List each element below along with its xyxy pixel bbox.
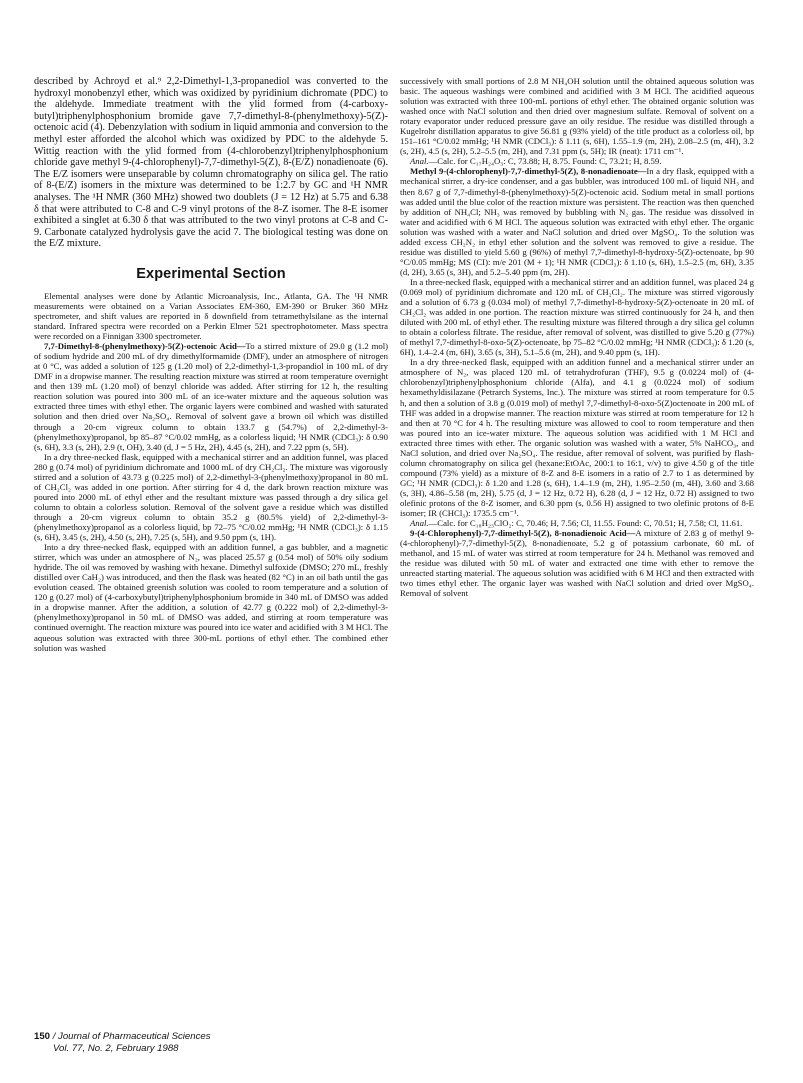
- analysis-label-2: Anal.: [410, 518, 429, 529]
- intro-paragraph: described by Achroyd et al.⁹ 2,2-Dimethyl-1,3-propanediol was converted to the hydroxyl monobenzyl ether, which was oxidized by pyridinium dichromate (PDC) to the aldehyde. Immediate treatment with the ylid formed from (4-carboxy-butyl)triphenylphosphonium bromide gave 7,7-dimethyl-8-(phenylmethoxy)-5(Z)-octenoic acid (4). Debenzylation with sodium in liquid ammonia and conversion to the methyl ester afforded the alcohol which was oxidized by PDC to the aldehyde 5. Wittig reaction with the ylid formed from (4-chlorobenzyl)triphenylphosphonium chloride gave methyl 9-(4-chlorophenyl)-7,7-dimethyl-5(Z), 8-(E/Z) nonadienoate (6). The E/Z isomers were unseparable by column chromatography on silica gel. The ratio of 8-(E/Z) isomers in the mixture was determined to be 1:2.7 by GC and ¹H NMR analyses. The ¹H NMR (360 MHz) showed two doublets (J = 12 Hz) at 5.75 and 6.38 δ that were attributed to C-8 and C-9 vinyl protons of the 8-Z isomer. The 8-E isomer exhibited a singlet at 6.30 δ that was attributed to the two vinyl protons at C-8 and C-9. Carbonate catalyzed hydrolysis gave the acid 7. The biological testing was done on the E/Z mixture.: [34, 76, 388, 250]
- page-number: 150: [34, 1031, 51, 1042]
- oxo-octenoate-paragraph: In a three-necked flask, equipped with a mechanical stirrer and an addition funnel, was placed 24 g (0.069 mol) of pyridinium dichromate and 120 mL of CH₂Cl₂. The mixture was stirred vigorously and a solution of 6.73 g (0.034 mol) of methyl 7,7-dimethyl-8-hydroxy-5(Z)-octenoate in 20 mL of CH₂Cl₂ was added in one portion. The reaction mixture was stirred continuously for 24 h, and then diluted with 200 mL of ethyl ether. The resulting mixture was filtered through a dry silica gel column to obtain a colorless filtrate. The residue, after removal of solvent, was distilled to give 5.20 g (77%) of methyl 7,7-dimethyl-8-oxo-5(Z)-octenoate, bp 75–82 °C/0.02 mmHg; ¹H NMR (CDCl₃): δ 1.20 (s, 6H), 1.4–2.4 (m, 6H), 3.65 (s, 3H), 5.1–5.6 (m, 2H), and 9.40 ppm (s, 1H).: [400, 276, 754, 358]
- analysis-paragraph-2: [400, 518, 754, 528]
- nonadienoate-paragraph: [400, 166, 754, 277]
- nonadienoate-title: Methyl 9-(4-chlorophenyl)-7,7-dimethyl-5(Z), 8-nonadienoate—: [410, 166, 647, 177]
- analysis-paragraph-1: [400, 156, 754, 166]
- general-methods-paragraph: Elemental analyses were done by Atlantic Microanalysis, Inc., Atlanta, GA. The ¹H NMR measurements were obtained on a Varian Associates EM-360, EM-390 or Bruker 360 MHz spectrometer, and shift values are reported in δ downfield from tetramethylsilane as the internal standard. Infrared spectra were recorded on a Perkin Elmer 521 spectrophotometer. Mass spectra were recorded on a Finnigan 3300 spectrometer.: [34, 290, 388, 342]
- page-footer: [34, 1031, 211, 1055]
- left-column: [34, 76, 388, 653]
- nonadienoic-acid-body: A mixture of 2.83 g of methyl 9-(4-chlorophenyl)-7,7-dimethyl-5(Z), 8-nonadienoate, 5.2 g of potassium carbonate, 60 mL of methanol, and 15 mL of water was stirred at room temperature for 24 h. Methanol was removed and the residue was diluted with 50 mL of water and extracted one time with ether to remove the unreacted starting material. The aqueous solution was acidified with 6 M HCl and then extracted with two times ethyl ether. The organic layer was washed with NaCl solution and dried over MgSO₄. Removal of solvent: [400, 528, 755, 599]
- ylid-reaction-paragraph: Into a dry three-necked flask, equipped with an addition funnel, a gas bubbler, and a magnetic stirrer, which was under an atmosphere of N₂, was placed 25.57 g (0.54 mol) of 50% oily sodium hydride. The oil was removed by washing with hexane. Dimethyl sulfoxide (DMSO; 270 mL, freshly distilled over CaH₂) was introduced, and then the flask was heated (82 °C) in an oil bath until the gas evolution ceased. The obtained greenish solution was cooled to room temperature and a solution of 120 g (0.27 mol) of (4-carboxybutyl)triphenylphosphonium bromide in 340 mL of DMSO was added in a dropwise manner. After the addition, a solution of 42.77 g (0.222 mol) of 2,2-dimethyl-3-(phenylmethoxy)propanol in 50 mL of DMSO was added, and stirring at room temperature was continued overnight. The reaction mixture was poured into ice water and acidified with 3 M HCl. The aqueous solution was extracted with three 300-mL portions of ethyl ether. The combined ether solution was washed: [34, 542, 388, 653]
- journal-name: / Journal of Pharmaceutical Sciences: [52, 1031, 211, 1042]
- nonadienoic-acid-title: 9-(4-Chlorophenyl)-7,7-dimethyl-5(Z), 8-nonadienoic Acid—: [410, 528, 636, 539]
- pdc-oxidation-paragraph: In a dry three-necked flask, equipped with a mechanical stirrer and an addition funnel, was placed 280 g (0.74 mol) of pyridinium dichromate and 1000 mL of dry CH₂Cl₂. The mixture was vigorously stirred and a solution of 43.73 g (0.225 mol) of 2,2-dimethyl-3-(phenylmethoxy)propanol in 80 mL of CH₂Cl₂ was added in one portion. After stirring for 4 d, the dark brown reaction mixture was poured into 2000 mL of ethyl ether and the resultant mixture was passed through a dry silica gel column to obtain a colorless solution. Removal of the solvent gave a residue which was distilled through a 20-cm vigreux column to obtain 35.2 g (80.5% yield) of 2,2-dimethyl-3-(phenylmethoxy)propanol as a colorless liquid, bp 72–75 °C/0.02 mmHg; ¹H NMR (CDCl₃): δ 1.15 (s, 6H), 3.45 (s, 2H), 4.50 (s, 2H), 7.25 (s, 5H), and 9.50 ppm (s, 1H).: [34, 451, 388, 543]
- analysis-text-2: —Calc. for C₁₈H₂₃ClO₂: C, 70.46; H, 7.56; Cl, 11.55. Found: C, 70.51; H, 7.58; Cl, 11.61.: [428, 518, 743, 529]
- analysis-label-1: Anal.: [410, 156, 429, 167]
- continuation-paragraph: successively with small portions of 2.8 M NH₄OH solution until the obtained aqueous solution was basic. The aqueous washings were combined and acidified with 3 M HCl. The acidified aqueous solution was extracted with three 100-mL portions of ethyl ether. The obtained organic solution was washed once with NaCl solution and then dried over magnesium sulfate. Removal of solvent on a rotary evaporator under reduced pressure gave an oily residue. The residue was distilled through a Kugelrohr distillation apparatus to give 56.81 g (93% yield) of the title product as a colorless oil, bp 151–161 °C/0.02 mmHg; ¹H NMR (CDCl₃): δ 1.11 (s, 6H), 1.55–1.9 (m, 2H), 2.08–2.5 (m, 4H), 3.2 (s, 2H), 4.5 (s, 2H), 5.2–5.5 (m, 2H), and 7.31 ppm (s, 5H); IR (neat): 1711 cm⁻¹.: [400, 76, 754, 157]
- volume-issue: Vol. 77, No. 2, February 1988: [53, 1043, 179, 1054]
- octenoic-acid-paragraph: [34, 341, 388, 452]
- nonadienoate-body: In a dry flask, equipped with a mechanical stirrer, a dry-ice condenser, and a gas bubbler, was introduced 100 mL of liquid NH₃ and then 8.67 g of 7,7-dimethyl-8-(phenylmethoxy)-5(Z)-octenoic acid. Sodium metal in small portions was added until the blue color of the reaction mixture was persistent. The reaction was then quenched by addition of NH₄Cl; NH₃ was removed by bubbling with N₂ gas. The residue was dissolved in water and acidified with 6 M HCl. The aqueous solution was extracted with ethyl ether. The organic solution was washed with a water and NaCl solution and dried over MgSO₄. To the solution was added excess CH₂N₂ in ethyl ether solution and the solvent was removed to give a residue. The residue was distilled to yield 5.60 g (96%) of methyl 7,7-dimethyl-8-hydroxy-5(Z)-octenoate, bp 90 °C/0.05 mmHg; MS (CI): m/e 201 (M + 1); ¹H NMR (CDCl₃): δ 1.10 (s, 6H), 1.5–2.5 (m, 6H), 3.35 (d, 2H), 3.65 (s, 3H), and 5.2–5.40 ppm (m, 2H).: [400, 166, 754, 277]
- analysis-text-1: —Calc. for C₁₇H₂₄O₃: C, 73.88; H, 8.75. Found: C, 73.21; H, 8.59.: [428, 156, 662, 167]
- section-heading: Experimental Section: [136, 265, 286, 282]
- right-column: [400, 76, 754, 598]
- octenoic-acid-title: 7,7-Dimethyl-8-(phenylmethoxy)-5(Z)-octenoic Acid—: [44, 341, 246, 352]
- nonadienoic-acid-paragraph: [400, 528, 754, 598]
- octenoic-acid-body: To a stirred mixture of 29.0 g (1.2 mol) of sodium hydride and 200 mL of dry dimethylformamide (DMF), under an atmosphere of nitrogen at 0 °C, was added a solution of 125 g (1.20 mol) of 2,2-dimethyl-1,3-propandiol in 100 mL of dry DMF in a dropwise manner. The resulting reaction mixture was stirred at room temperature overnight and then 139 mL (1.20 mol) of benzyl chloride was added. After stirring for 12 h, the resulting reaction solution was poured into 300 mL of an ice-water mixture and the aqueous solution was extracted three times with ethyl ether. The organic layers were combined and washed with saturated solution and then dried over Na₂SO₄. Removal of solvent gave a brown oil which was distilled through a 20-cm vigreux column to obtain 133.7 g (54.7%) of 2,2-dimethyl-3-(phenylmethoxy)propanol, bp 85–87 °C/0.02 mmHg, as a colorless liquid; ¹H NMR (CDCl₃): δ 0.90 (s, 6H), 3.3 (s, 2H), 2.9 (t, OH), 3.40 (d, J = 5 Hz, 2H), 4.45 (s, 2H), and 7.22 ppm (s, 5H).: [34, 341, 389, 452]
- wittig-paragraph: In a dry three-necked flask, equipped with an addition funnel and a mechanical stirrer under an atmosphere of N₂, was placed 120 mL of tetrahydrofuran (THF), 9.5 g (0.0224 mol) of (4-chlorobenzyl)triphenylphosphonium chloride (Alfa), and 4.1 g (0.0224 mol) of sodium hexamethyldisilazane (Petrarch Systems, Inc.). The mixture was stirred at room temperature for 0.5 h, and then a solution of 3.8 g (0.019 mol) of methyl 7,7-dimethyl-8-oxo-5(Z)octenoate in 200 mL of THF was added in a dropwise manner. The reaction mixture was stirred at room temperature for 12 h and then at 70 °C for 4 h. The resulting mixture was allowed to cool to room temperature and then was poured into an ice-water mixture. The aqueous solution was acidified with 1 M HCl and extracted three times with ether. The organic solution was washed with a water, 5% NaHCO₃, and NaCl solution, and dried over Na₂SO₄. The residue, after removal of solvent, was purified by flash-column chromatography on silica gel (hexane:EtOAc, 200:1 to 16:1, v/v) to give 4.50 g of the title compound (73% yield) as a mixture of 8-Z and 8-E isomers in a ratio of 2.7 to 1 as determined by GC; ¹H NMR (CDCl₃): δ 1.20 and 1.28 (s, 6H), 1.4–1.9 (m, 2H), 1.95–2.50 (m, 4H), 3.60 and 3.68 (s, 3H), 4.86–5.58 (m, 2H), 5.75 (d, J = 12 Hz, 0.72 H), 6.28 (d, J = 12 Hz, 0.72 H) assigned to two olefinic protons of the 8-Z isomer, and 6.30 ppm (s, 0.56 H) assigned to two olefinic protons of 8-E isomer; IR (CHCl₃): 1735.5 cm⁻¹.: [400, 357, 754, 519]
